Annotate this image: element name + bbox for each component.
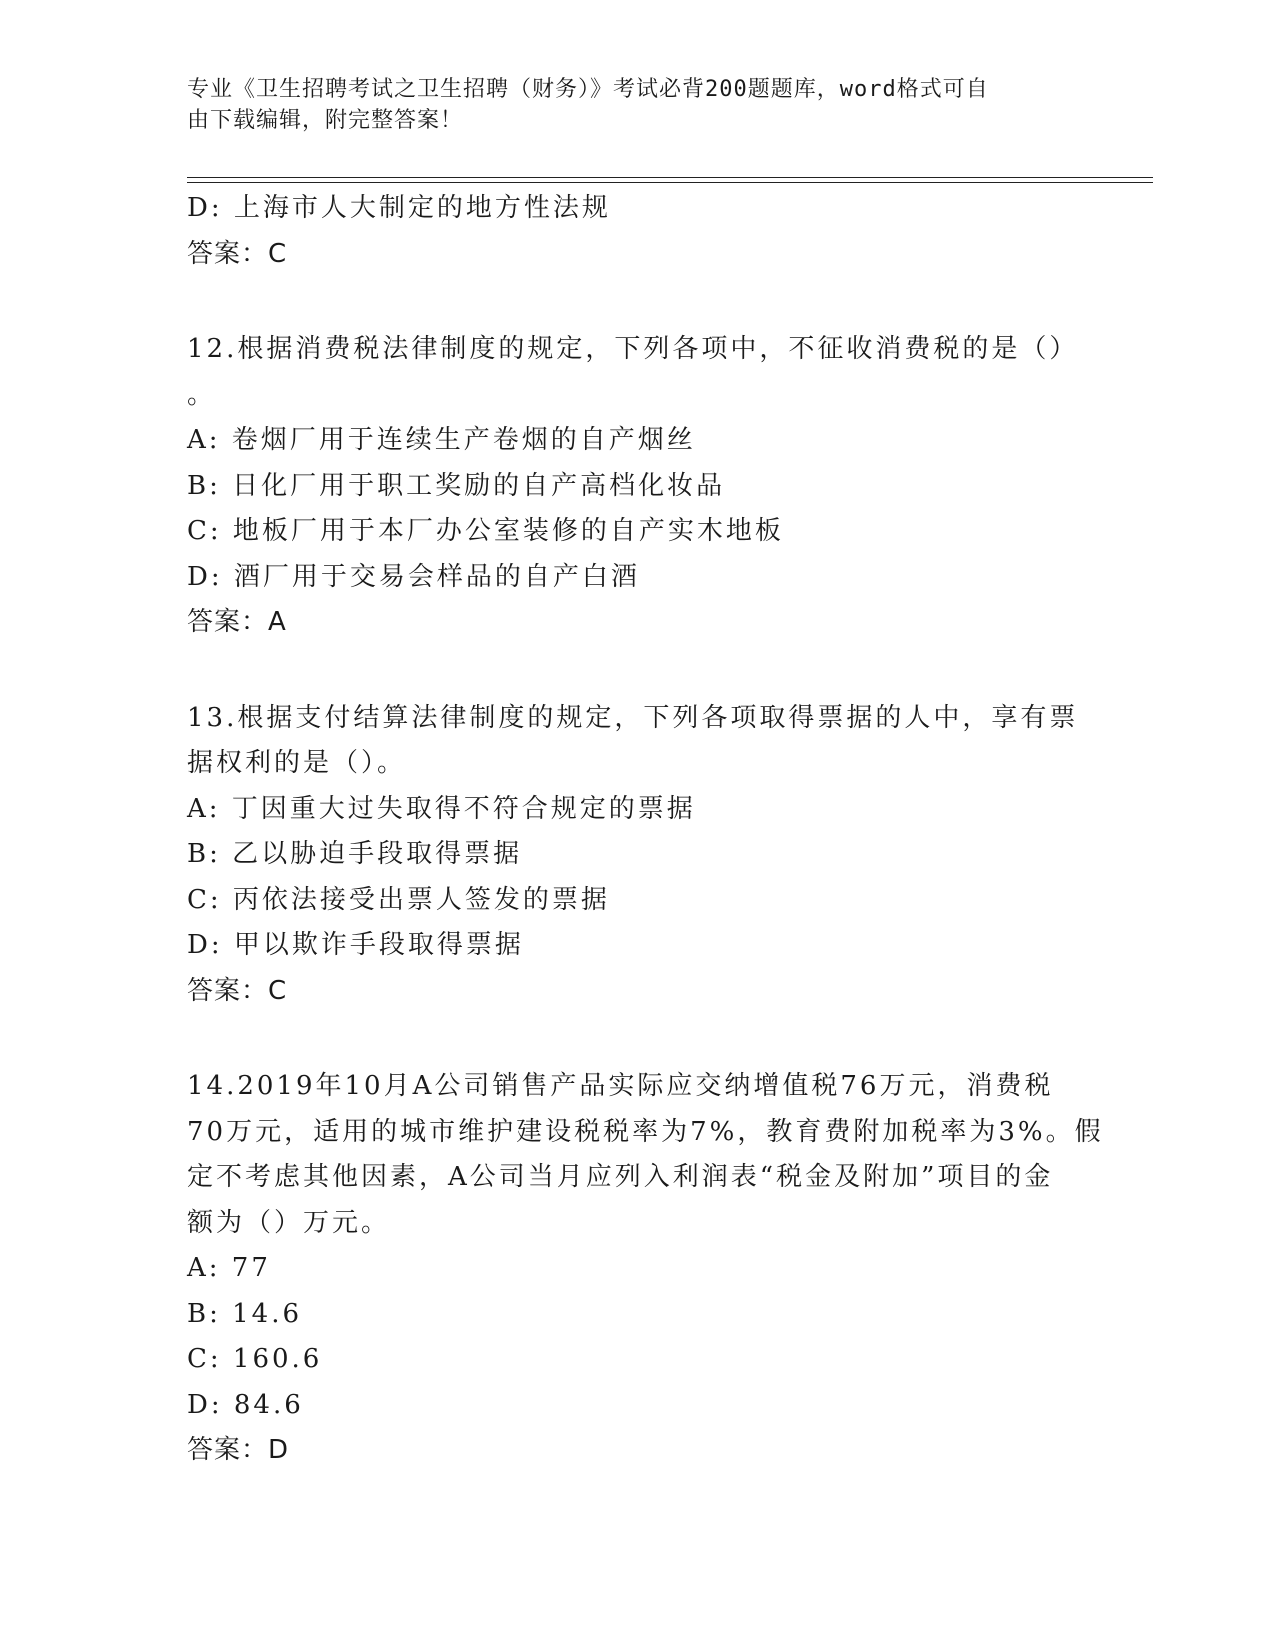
option-c: C: 丙依法接受出票人签发的票据 xyxy=(187,884,610,915)
question-text-line: 据权利的是（）。 xyxy=(187,748,407,778)
option-b: B: 乙以胁迫手段取得票据 xyxy=(187,839,523,869)
spacer xyxy=(187,1014,1087,1064)
question-text-line: 额为（）万元。 xyxy=(187,1207,391,1238)
header-line-1: 专业《卫生招聘考试之卫生招聘（财务）》考试必背200题题库，word格式可自 xyxy=(187,77,989,102)
question-text-line: 13.根据支付结算法律制度的规定，下列各项取得票据的人中，享有票 xyxy=(187,702,1079,733)
option-a: A: 77 xyxy=(187,1253,271,1283)
option-d: D: 酒厂用于交易会样品的自产白酒 xyxy=(187,561,640,592)
question-text-line: 14.2019年10月A公司销售产品实际应交纳增值税76万元，消费税 xyxy=(187,1071,1054,1101)
option-b: B: 14.6 xyxy=(187,1298,303,1329)
question-14 xyxy=(187,1064,1104,1474)
option-c: C: 160.6 xyxy=(187,1344,323,1374)
question-13 xyxy=(187,696,1087,1015)
option-a: A: 丁因重大过失取得不符合规定的票据 xyxy=(187,793,696,824)
option-a: A: 卷烟厂用于连续生产卷烟的自产烟丝 xyxy=(187,425,696,455)
spacer xyxy=(187,646,1087,696)
header-divider-top xyxy=(187,177,1153,178)
question-text-line: 70万元，适用的城市维护建设税税率为7%，教育费附加税率为3%。假 xyxy=(187,1116,1104,1147)
document-body xyxy=(187,186,1104,1474)
answer-prev: 答案：C xyxy=(187,238,288,269)
answer: 答案：A xyxy=(187,607,287,637)
spacer xyxy=(187,277,1087,327)
option-d: D: 84.6 xyxy=(187,1389,304,1420)
header-divider-bottom xyxy=(187,182,1153,183)
option-d-prev: D: 上海市人大制定的地方性法规 xyxy=(187,193,611,223)
option-c: C: 地板厂用于本厂办公室装修的自产实木地板 xyxy=(187,516,784,546)
answer: 答案：C xyxy=(187,975,288,1006)
question-text-line: 定不考虑其他因素，A公司当月应列入利润表“税金及附加”项目的金 xyxy=(187,1162,1054,1192)
header-line-2: 由下载编辑，附完整答案！ xyxy=(187,108,464,133)
question-12 xyxy=(187,327,1087,646)
option-d: D: 甲以欺诈手段取得票据 xyxy=(187,930,524,960)
answer: 答案：D xyxy=(187,1435,290,1465)
option-b: B: 日化厂用于职工奖励的自产高档化妆品 xyxy=(187,470,726,501)
question-text-line: 。 xyxy=(187,379,217,410)
question-text-line: 12.根据消费税法律制度的规定，下列各项中，不征收消费税的是（） xyxy=(187,334,1079,364)
document-header xyxy=(187,74,1067,136)
